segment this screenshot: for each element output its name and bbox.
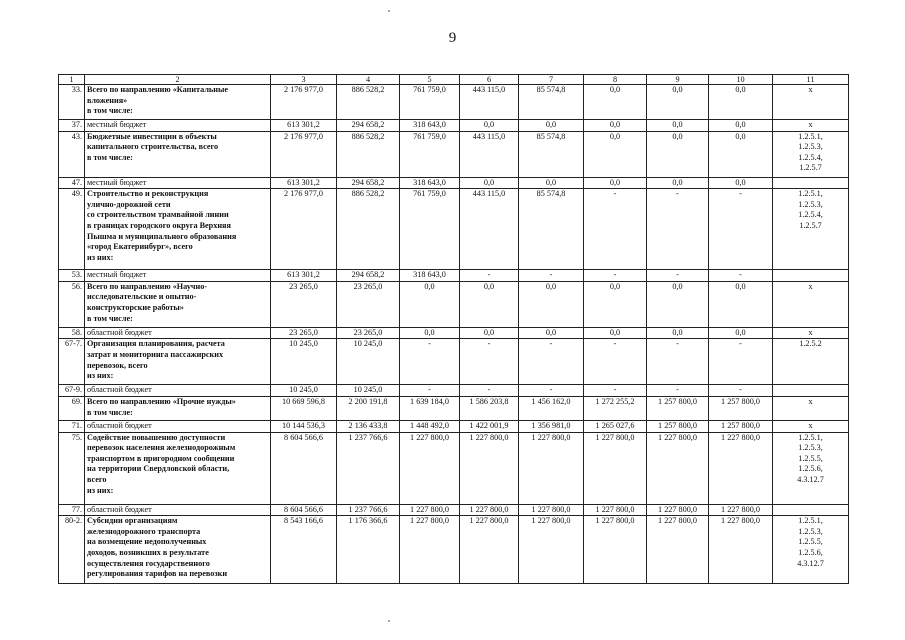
value-cell: 1 227 800,0 [519,432,584,504]
row-number-cell: 33. [59,85,85,120]
value-cell: 443 115,0 [460,85,519,120]
header-cell: 2 [85,75,271,85]
value-cell: 0,0 [584,85,647,120]
value-cell: 8 604 566,6 [271,504,337,516]
scan-speck [388,10,390,12]
description-cell: местный бюджет [85,120,271,132]
value-cell: 886 528,2 [337,131,400,177]
value-cell: 1 227 800,0 [647,504,709,516]
value-cell: 0,0 [709,131,773,177]
value-cell: - [584,189,647,270]
value-cell: 23 265,0 [337,327,400,339]
value-cell: - [400,385,460,397]
value-cell: 10 245,0 [337,385,400,397]
header-cell: 3 [271,75,337,85]
value-cell: 1 227 800,0 [400,516,460,584]
row-number-cell: 56. [59,281,85,327]
value-cell: 10 245,0 [271,385,337,397]
value-cell: 613 301,2 [271,177,337,189]
value-cell: 0,0 [400,327,460,339]
value-cell: 85 574,8 [519,85,584,120]
header-cell: 9 [647,75,709,85]
value-cell: 10 144 536,3 [271,420,337,432]
reference-cell: х [773,420,849,432]
table-row [59,177,849,189]
value-cell: 1 356 981,0 [519,420,584,432]
value-cell: 0,0 [647,327,709,339]
value-cell: 2 176 977,0 [271,189,337,270]
value-cell: 1 227 800,0 [709,516,773,584]
value-cell: 0,0 [460,177,519,189]
value-cell: 8 543 166,6 [271,516,337,584]
table-row [59,281,849,327]
value-cell: 294 658,2 [337,177,400,189]
value-cell: 318 643,0 [400,270,460,282]
table-row [59,385,849,397]
value-cell: - [400,339,460,385]
row-number-cell: 49. [59,189,85,270]
reference-cell: х [773,396,849,420]
row-number-cell: 75. [59,432,85,504]
value-cell: 10 245,0 [271,339,337,385]
value-cell: 0,0 [647,177,709,189]
value-cell: 318 643,0 [400,177,460,189]
value-cell: 1 422 001,9 [460,420,519,432]
value-cell: 1 176 366,6 [337,516,400,584]
value-cell: - [460,270,519,282]
value-cell: - [647,339,709,385]
value-cell: 0,0 [709,281,773,327]
value-cell: - [647,189,709,270]
value-cell: 2 136 433,8 [337,420,400,432]
row-number-cell: 53. [59,270,85,282]
description-cell: областной бюджет [85,420,271,432]
description-cell: Всего по направлению «Прочие нужды» в том числе: [85,396,271,420]
value-cell: 761 759,0 [400,85,460,120]
table-row [59,396,849,420]
value-cell: - [519,339,584,385]
value-cell: 0,0 [647,85,709,120]
value-cell: 443 115,0 [460,189,519,270]
row-number-cell: 43. [59,131,85,177]
value-cell: - [460,385,519,397]
table-row [59,270,849,282]
value-cell: 1 265 027,6 [584,420,647,432]
value-cell: 1 227 800,0 [400,432,460,504]
value-cell: - [584,270,647,282]
value-cell: 23 265,0 [271,327,337,339]
value-cell: 1 227 800,0 [584,432,647,504]
description-cell: Строительство и реконструкция улично-дорожной сети со строительством трамвайной линии в границах городского округа Верхняя Пышма и муниципального образования «город Екатеринбург», всего из них: [85,189,271,270]
value-cell: 0,0 [647,281,709,327]
header-cell: 6 [460,75,519,85]
value-cell: 0,0 [709,120,773,132]
value-cell: 23 265,0 [271,281,337,327]
value-cell: - [709,189,773,270]
row-number-cell: 37. [59,120,85,132]
table-row [59,432,849,504]
value-cell: 0,0 [709,177,773,189]
value-cell: 1 586 203,8 [460,396,519,420]
value-cell: 1 257 800,0 [647,396,709,420]
value-cell: - [584,385,647,397]
value-cell: 1 237 766,6 [337,432,400,504]
value-cell: 294 658,2 [337,120,400,132]
value-cell: 761 759,0 [400,131,460,177]
value-cell: 0,0 [400,281,460,327]
reference-cell: 1.2.5.1, 1.2.5.3, 1.2.5.4, 1.2.5.7 [773,189,849,270]
reference-cell [773,270,849,282]
value-cell: 8 604 566,6 [271,432,337,504]
value-cell: 1 257 800,0 [647,420,709,432]
value-cell: - [519,385,584,397]
value-cell: 0,0 [460,327,519,339]
value-cell: 1 227 800,0 [584,504,647,516]
table-row [59,131,849,177]
value-cell: 0,0 [584,131,647,177]
value-cell: 1 227 800,0 [584,516,647,584]
value-cell: 0,0 [460,281,519,327]
value-cell: 1 272 255,2 [584,396,647,420]
header-cell: 1 [59,75,85,85]
value-cell: 1 227 800,0 [519,504,584,516]
value-cell: 10 245,0 [337,339,400,385]
table-row [59,327,849,339]
value-cell: 0,0 [519,327,584,339]
description-cell: Всего по направлению «Научно- исследовательские и опытно- конструкторские работы» в том числе: [85,281,271,327]
reference-cell: 1.2.5.1, 1.2.5.3, 1.2.5.4, 1.2.5.7 [773,131,849,177]
budget-table [58,74,849,584]
table-header-row [59,75,849,85]
header-cell: 5 [400,75,460,85]
row-number-cell: 47. [59,177,85,189]
value-cell: - [519,270,584,282]
value-cell: 1 227 800,0 [709,432,773,504]
table-row [59,420,849,432]
reference-cell [773,177,849,189]
header-cell: 8 [584,75,647,85]
value-cell: - [647,270,709,282]
row-number-cell: 77. [59,504,85,516]
reference-cell: х [773,120,849,132]
page-number: 9 [448,30,457,46]
description-cell: Субсидии организациям железнодорожного транспорта на возмещение недополученных доходов, возникших в результате осуществления государственного регулирования тарифов на перевозки [85,516,271,584]
value-cell: 0,0 [519,281,584,327]
value-cell: 0,0 [584,281,647,327]
reference-cell: 1.2.5.1, 1.2.5.3, 1.2.5.5, 1.2.5.6, 4.3.12.7 [773,432,849,504]
description-cell: Организация планирования, расчета затрат и мониторинга пассажирских перевозок, всего из них: [85,339,271,385]
value-cell: 23 265,0 [337,281,400,327]
value-cell: - [584,339,647,385]
description-cell: местный бюджет [85,270,271,282]
value-cell: 85 574,8 [519,131,584,177]
value-cell: 0,0 [584,327,647,339]
value-cell: 0,0 [519,177,584,189]
value-cell: 10 669 596,8 [271,396,337,420]
value-cell: 1 639 184,0 [400,396,460,420]
value-cell: - [709,270,773,282]
value-cell: 1 227 800,0 [460,504,519,516]
description-cell: областной бюджет [85,327,271,339]
value-cell: 0,0 [460,120,519,132]
header-cell: 11 [773,75,849,85]
reference-cell: х [773,327,849,339]
value-cell: 443 115,0 [460,131,519,177]
row-number-cell: 67-9. [59,385,85,397]
value-cell: 0,0 [519,120,584,132]
value-cell: 1 227 800,0 [460,432,519,504]
table-row [59,504,849,516]
row-number-cell: 71. [59,420,85,432]
value-cell: 1 257 800,0 [709,420,773,432]
value-cell: 1 227 800,0 [647,516,709,584]
header-cell: 10 [709,75,773,85]
value-cell: 2 176 977,0 [271,85,337,120]
value-cell: 1 227 800,0 [400,504,460,516]
reference-cell: х [773,85,849,120]
value-cell: 0,0 [647,131,709,177]
value-cell: 613 301,2 [271,270,337,282]
value-cell: 1 237 766,6 [337,504,400,516]
value-cell: 0,0 [584,177,647,189]
value-cell: 2 200 191,8 [337,396,400,420]
value-cell: 613 301,2 [271,120,337,132]
value-cell: - [709,385,773,397]
description-cell: областной бюджет [85,385,271,397]
table-row [59,85,849,120]
value-cell: 85 574,8 [519,189,584,270]
description-cell: местный бюджет [85,177,271,189]
value-cell: 294 658,2 [337,270,400,282]
reference-cell: 1.2.5.2 [773,339,849,385]
description-cell: областной бюджет [85,504,271,516]
reference-cell: 1.2.5.1, 1.2.5.3, 1.2.5.5, 1.2.5.6, 4.3.12.7 [773,516,849,584]
row-number-cell: 67-7. [59,339,85,385]
value-cell: 2 176 977,0 [271,131,337,177]
value-cell: - [709,339,773,385]
value-cell: 1 227 800,0 [647,432,709,504]
value-cell: 1 456 162,0 [519,396,584,420]
value-cell: 761 759,0 [400,189,460,270]
description-cell: Содействие повышению доступности перевозок населения железнодорожным транспортом в пригородном сообщении на территории Свердловской области, всего из них: [85,432,271,504]
value-cell: - [647,385,709,397]
value-cell: 1 257 800,0 [709,396,773,420]
value-cell: 1 227 800,0 [460,516,519,584]
value-cell: 1 448 492,0 [400,420,460,432]
value-cell: 0,0 [709,327,773,339]
table-row [59,189,849,270]
reference-cell [773,385,849,397]
value-cell: 0,0 [709,85,773,120]
description-cell: Всего по направлению «Капитальные вложения» в том числе: [85,85,271,120]
value-cell: 318 643,0 [400,120,460,132]
row-number-cell: 80-2. [59,516,85,584]
table-row [59,120,849,132]
value-cell: 886 528,2 [337,85,400,120]
table-row [59,516,849,584]
value-cell: 0,0 [584,120,647,132]
header-cell: 7 [519,75,584,85]
value-cell: 886 528,2 [337,189,400,270]
value-cell: 1 227 800,0 [519,516,584,584]
scan-speck [388,620,390,622]
reference-cell [773,504,849,516]
value-cell: 0,0 [647,120,709,132]
table-row [59,339,849,385]
description-cell: Бюджетные инвестиции в объекты капитального строительства, всего в том числе: [85,131,271,177]
header-cell: 4 [337,75,400,85]
row-number-cell: 58. [59,327,85,339]
reference-cell: х [773,281,849,327]
row-number-cell: 69. [59,396,85,420]
value-cell: 1 227 800,0 [709,504,773,516]
value-cell: - [460,339,519,385]
